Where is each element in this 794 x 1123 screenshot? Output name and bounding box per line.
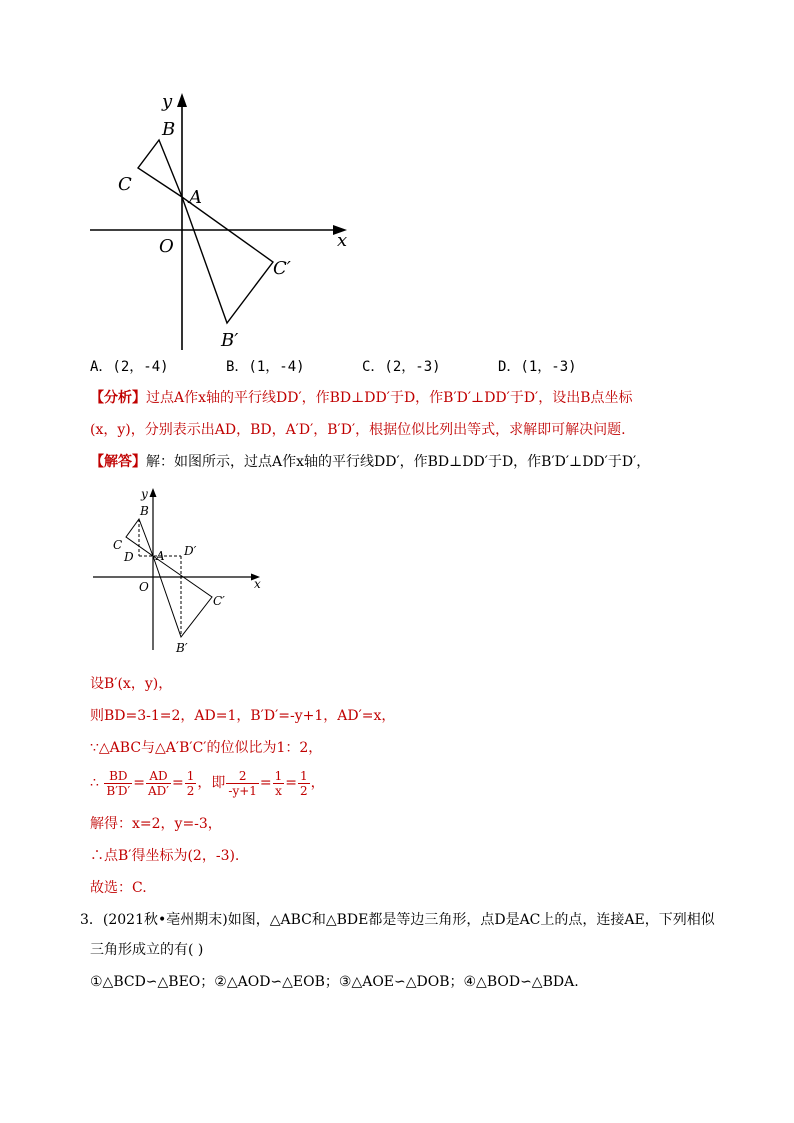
analysis-tag: 【分析】 <box>90 390 146 406</box>
label-d-prime-2: D′ <box>184 544 197 558</box>
step-2: 则BD=3-1=2，AD=1，B′D′=-y+1，AD′=x， <box>90 708 396 724</box>
label-d-2: D <box>124 550 134 564</box>
fraction-one-half-a: $\frac{1}{2}$ <box>186 768 195 798</box>
triangle-abc <box>138 140 182 197</box>
triangle-ab-prime-c-prime <box>182 197 273 323</box>
step-7: 故选：C. <box>90 880 147 896</box>
triangle-ab-prime-c-prime-2 <box>153 556 212 637</box>
choice-b: B．(1，-4) <box>226 359 305 375</box>
choice-c: C．(2，-3) <box>362 359 441 375</box>
fraction-bd-over-b-prime-d-prime: $\frac{BD}{B'D'}$ <box>106 768 131 798</box>
figure-2-solution-diagram <box>88 482 273 660</box>
label-a: A <box>189 187 202 208</box>
solution-line-1 <box>90 452 650 472</box>
y-axis-arrow <box>177 93 187 107</box>
y-axis-arrow-2 <box>150 488 157 497</box>
solution-tag: 【解答】 <box>90 454 146 470</box>
question-3-line-2: 三角形成立的有( ) <box>90 942 204 958</box>
label-x: x <box>337 230 348 251</box>
step-4-connector: ，即 <box>197 775 226 791</box>
label-b-prime: B′ <box>221 330 239 351</box>
fraction-ad-over-ad-prime: $\frac{AD}{AD'}$ <box>148 768 170 798</box>
analysis-line-1 <box>90 388 633 408</box>
label-y: y <box>162 91 173 112</box>
therefore-symbol: ∴ <box>90 775 99 791</box>
figure-1-coordinate-diagram <box>85 85 365 355</box>
fraction-1-over-x: $\frac{1}{x}$ <box>274 768 283 798</box>
label-o-2: O <box>139 580 149 594</box>
fraction-one-half-b: $\frac{1}{2}$ <box>300 768 308 798</box>
label-c: C <box>118 174 132 195</box>
question-3-line-1: 3．(2021秋•亳州期末)如图，△ABC和△BDE都是等边三角形，点D是AC上的点，连接AE，下列相似 <box>80 912 715 928</box>
solution-text-1: 解：如图所示，过点A作x轴的平行线DD′，作BD⊥DD′于D，作B′D′⊥DD′于D′， <box>146 454 651 470</box>
label-y-2: y <box>141 487 148 501</box>
analysis-line-2: (x，y)，分别表示出AD，BD，A′D′，B′D′，根据位似比列出等式，求解即可解决问题. <box>90 422 626 438</box>
step-5: 解得：x=2，y=-3， <box>90 816 222 832</box>
step-3: ∵△ABC与△A′B′C′的位似比为1：2， <box>90 740 323 756</box>
step-1: 设B′(x，y)， <box>90 676 173 692</box>
label-b: B <box>162 119 176 140</box>
fraction-2-over-neg-y-plus-1: $\frac{2}{-y+1}$ <box>228 768 257 798</box>
label-c-prime: C′ <box>273 258 291 279</box>
label-c-2: C <box>113 538 123 552</box>
label-x-2: x <box>254 577 261 591</box>
question-3-options: ①△BCD∽△BEO；②△AOD∽△EOB；③△AOE∽△DOB；④△BOD∽△BDA. <box>90 974 579 990</box>
label-b-2: B <box>140 504 149 518</box>
step-6: ∴点B′得坐标为(2，-3). <box>90 848 240 864</box>
label-a-2: A <box>156 549 165 563</box>
label-b-prime-2: B′ <box>176 641 188 655</box>
choice-d: D．(1，-3) <box>498 359 577 375</box>
label-o: O <box>159 236 174 257</box>
step-4-fraction-equation: ∴ $\frac{BD}{B'D'}$ = $\frac{AD}{AD'}$ = $\frac{1}{2}$ ，即 $\frac{2}{-y+1}$ = $\frac{1}{x}$ = $\frac{1}{2}$ ， <box>90 768 325 798</box>
label-c-prime-2: C′ <box>213 594 225 608</box>
choice-a: A．(2，-4) <box>90 359 169 375</box>
analysis-text-1: 过点A作x轴的平行线DD′，作BD⊥DD′于D，作B′D′⊥DD′于D′，设出B点坐标 <box>146 390 633 406</box>
